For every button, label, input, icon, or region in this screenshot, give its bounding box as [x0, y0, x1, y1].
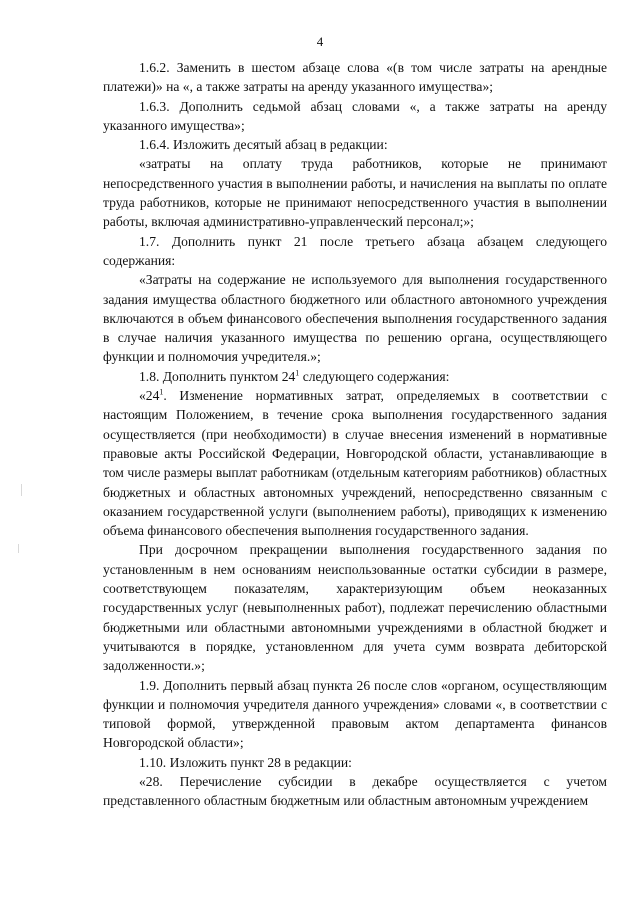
paragraph-24-1-text-before: «24: [139, 388, 160, 404]
paragraph-1-9: 1.9. Дополнить первый абзац пункта 26 после слов «органом, осуществляющим функции и полномочия учредителя данного учреждения» словами «, в соответствии с типовой формой, утвержденной правовым актом департамента финансов Новгородской области»;: [103, 677, 607, 751]
quoted-paragraph-24-1: [103, 386, 607, 540]
paragraph-1-8-text-after: следующего содержания:: [299, 368, 450, 384]
superscript: 1: [295, 368, 300, 378]
paragraph-1-6-3: 1.6.3. Дополнить седьмой абзац словами «, а также затраты на аренду указанного имущества»;: [103, 98, 607, 133]
paragraph-1-6-2: 1.6.2. Заменить в шестом абзаце слова «(в том числе затраты на арендные платежи)» на «, а также затраты на аренду указанного имущества»;: [103, 60, 607, 95]
page-number: 4: [316, 34, 324, 49]
scan-mark: [21, 484, 22, 496]
scan-mark: [18, 544, 19, 553]
paragraph-1-8: [103, 367, 607, 386]
paragraph-1-10: 1.10. Изложить пункт 28 в редакции:: [139, 754, 352, 770]
paragraph-1-6-4: 1.6.4. Изложить десятый абзац в редакции:: [139, 137, 388, 153]
paragraph-1-7: 1.7. Дополнить пункт 21 после третьего абзаца абзацем следующего содержания:: [103, 233, 607, 268]
quoted-paragraph-labor-costs: «затраты на оплату труда работников, которые не принимают непосредственного участия в выполнении работы, и начисления на выплаты по оплате труда работников, которые не принимают непосредственного участия в выполнении работы, включая административно-управленческий персонал;»;: [103, 156, 607, 230]
paragraph-1-8-text-before: 1.8. Дополнить пунктом 24: [139, 368, 296, 384]
superscript: 1: [159, 387, 164, 397]
quoted-paragraph-property-costs: «Затраты на содержание не используемого для выполнения государственного задания имущества областного бюджетного или областного автономного учреждения включаются в объем финансового обеспечения выполнения государственного задания в случае наличия указанного имущества по решению органа, осуществляющего функции и полномочия учредителя.»;: [103, 272, 607, 365]
quoted-paragraph-28: «28. Перечисление субсидии в декабре осуществляется с учетом представленного областным бюджетным или областным автономным учреждением: [103, 773, 607, 809]
document-body: [103, 58, 607, 811]
paragraph-early-termination: При досрочном прекращении выполнения государственного задания по установленным в нем основаниям неиспользованные остатки субсидии в размере, соответствующем показателям, характеризующим объем неоказанных государственных услуг (невыполненных работ), подлежат перечислению областными бюджетными или областными автономными учреждениями в областной бюджет и учитываются в порядке, установленном для учета сумм возврата дебиторской задолженности.»;: [103, 542, 607, 674]
paragraph-24-1-text-after: . Изменение нормативных затрат, определяемых в соответствии с настоящим Положением, в течение срока выполнения государственного задания осуществляется (при необходимости) в случае внесения изменений в нормативные правовые акты Российской Федерации, Новгородской области, устанавливающие в том числе размеры выплат работникам (отдельным категориям работников) областных бюджетных и областных автономных учреждений, непосредственно связанным с оказанием государственной услуги (выполнением работы), приводящих к изменению объема финансового обеспечения выполнения государственного задания.: [103, 388, 607, 539]
